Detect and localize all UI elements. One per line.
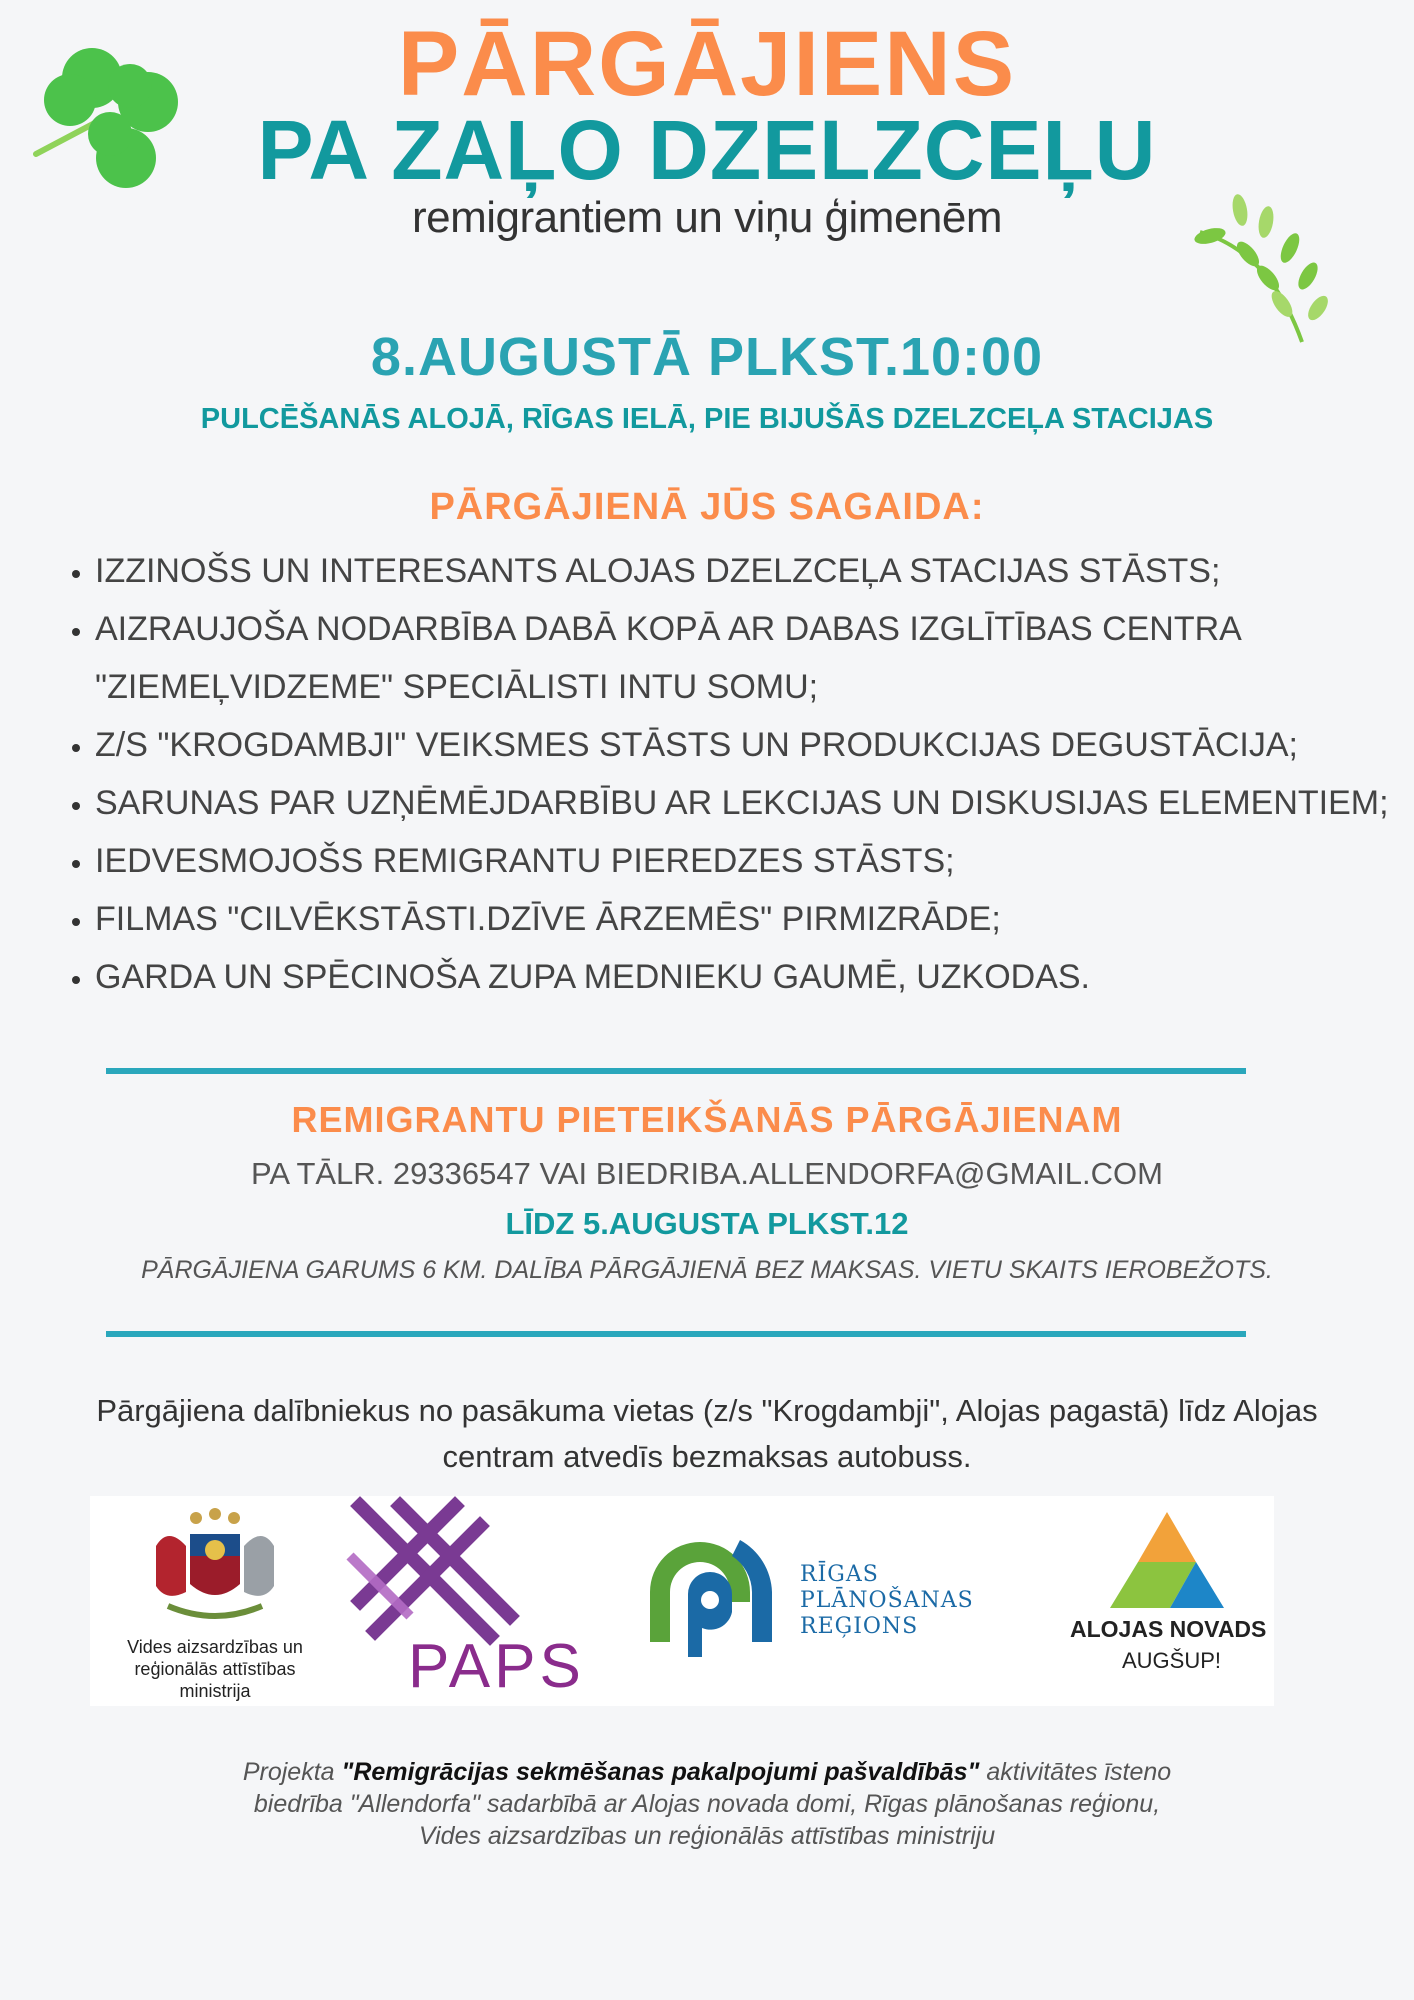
partner-logos <box>90 1496 1274 1706</box>
footer-line-1 <box>40 1756 1374 1788</box>
event-date-time: 8.AUGUSTĀ PLKST.10:00 <box>370 327 1044 387</box>
varam-line-1: Vides aizsardzības un <box>127 1637 303 1657</box>
coat-of-arms-icon <box>138 1506 292 1630</box>
varam-name <box>90 1636 340 1702</box>
title-line-2: PA ZAĻO DZELZCEĻU <box>257 103 1157 197</box>
program-item: • IEDVESMOJOŠS REMIGRANTU PIEREDZES STĀSTS; <box>95 832 1414 890</box>
registration-deadline: LĪDZ 5.AUGUSTA PLKST.12 <box>505 1206 909 1241</box>
transport-note: Pārgājiena dalībniekus no pasākuma vietas (z/s "Krogdambji", Alojas pagastā) līdz Alojas centram atvedīs bezmaksas autobuss. <box>96 1393 1318 1474</box>
paps-pattern-icon <box>340 1496 540 1646</box>
registration-heading: REMIGRANTU PIETEIKŠANĀS PĀRGĀJIENAM <box>291 1099 1123 1140</box>
program-item: • Z/S "KROGDAMBJI" VEIKSMES STĀSTS UN PRODUKCIJAS DEGUSTĀCIJA; <box>95 716 1414 774</box>
footer-suffix: aktivitātes īsteno <box>979 1758 1172 1786</box>
rpr-name <box>800 1562 974 1640</box>
program-heading: PĀRGĀJIENĀ JŪS SAGAIDA: <box>429 486 985 528</box>
program-item: • IZZINOŠS UN INTERESANTS ALOJAS DZELZCEĻA STACIJAS STĀSTS; <box>95 542 1414 600</box>
footer-line-2: biedrība "Allendorfa" sadarbībā ar Alojas novada domi, Rīgas plānošanas reģionu, <box>253 1790 1161 1818</box>
title-line-1: PĀRGĀJIENS <box>397 13 1017 115</box>
meeting-point: PULCĒŠANĀS ALOJĀ, RĪGAS IELĀ, PIE BIJUŠĀS DZELZCEĻA STACIJAS <box>200 403 1214 435</box>
rpr-line-3: REĢIONS <box>800 1614 919 1639</box>
alojas-slogan: AUGŠUP! <box>1122 1648 1222 1673</box>
alojas-triangle-icon <box>1110 1510 1224 1608</box>
footer-prefix: Projekta <box>242 1758 342 1786</box>
program-list <box>55 542 1414 1006</box>
footer-line-3: Vides aizsardzības un reģionālās attīstības ministriju <box>418 1822 996 1850</box>
program-item: • SARUNAS PAR UZŅĒMĒJDARBĪBU AR LEKCIJAS UN DISKUSIJAS ELEMENTIEM; <box>95 774 1414 832</box>
rpr-logo <box>640 1496 1040 1706</box>
footer-project-name: "Remigrācijas sekmēšanas pakalpojumi pašvaldībās" <box>341 1758 980 1786</box>
program-item: • AIZRAUJOŠA NODARBĪBA DABĀ KOPĀ AR DABAS IZGLĪTĪBAS CENTRA "ZIEMEĻVIDZEME" SPECIĀLISTI INTU SOMU; <box>95 600 1414 716</box>
varam-logo <box>90 1496 340 1706</box>
registration-contact: PA TĀLR. 29336547 VAI BIEDRIBA.ALLENDORFA@GMAIL.COM <box>251 1156 1163 1191</box>
paps-logo <box>340 1496 640 1706</box>
varam-line-3: ministrija <box>179 1681 251 1701</box>
rpr-line-2: PLĀNOŠANAS <box>800 1588 974 1613</box>
divider-bottom <box>106 1331 1246 1337</box>
divider-top <box>106 1068 1246 1074</box>
alojas-logo <box>1040 1496 1274 1706</box>
rpr-emblem-icon <box>640 1532 780 1662</box>
program-item: • FILMAS "CILVĒKSTĀSTI.DZĪVE ĀRZEMĒS" PIRMIZRĀDE; <box>95 890 1414 948</box>
rpr-line-1: RĪGAS <box>800 1562 879 1587</box>
registration-note: PĀRGĀJIENA GARUMS 6 KM. DALĪBA PĀRGĀJIENĀ BEZ MAKSAS. VIETU SKAITS IEROBEŽOTS. <box>141 1256 1273 1284</box>
varam-line-2: reģionālās attīstības <box>134 1659 296 1679</box>
paps-name: PAPS <box>408 1632 585 1701</box>
program-item: • GARDA UN SPĒCINOŠA ZUPA MEDNIEKU GAUMĒ, UZKODAS. <box>95 948 1414 1006</box>
alojas-name: ALOJAS NOVADS <box>1070 1616 1267 1642</box>
subtitle: remigrantiem un viņu ģimenēm <box>411 193 1003 242</box>
footer-credits <box>40 1756 1374 1852</box>
